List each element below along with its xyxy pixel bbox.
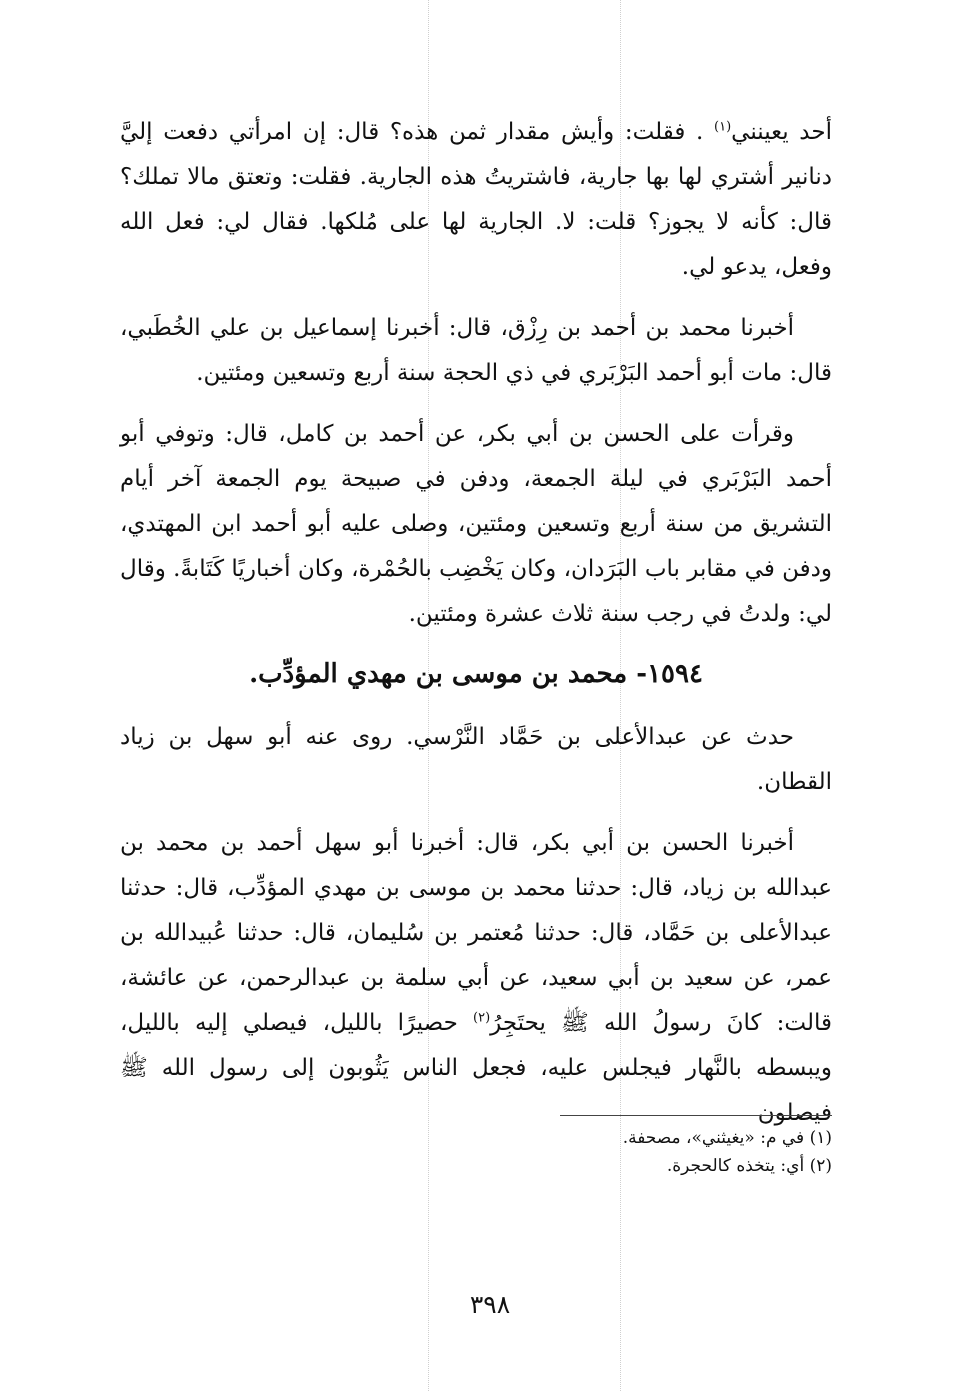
footnote-2: (٢) أي: يتخذه كالحجرة. [666, 1156, 832, 1176]
footnote-divider [560, 1115, 832, 1116]
entry-heading: ١٥٩٤- محمد بن موسى بن مهدي المؤدِّب. [249, 659, 703, 689]
footnote-ref-2: (٢) [473, 1010, 491, 1026]
footnotes [120, 1124, 832, 1180]
footnote-1: (١) في م: «يغيثني»، مصحفة. [622, 1128, 832, 1148]
paragraph-2: أخبرنا محمد بن أحمد بن رِزْق، قال: أخبرنا إسماعيل بن علي الخُطَبي، قال: مات أبو أحمد البَرْبَري في ذي الحجة سنة أربع وتسعين ومئتين. [120, 315, 832, 386]
paragraph-5: أخبرنا الحسن بن أبي بكر، قال: أخبرنا أبو سهل أحمد بن محمد بن عبدالله بن زياد، قال: حدثنا محمد بن موسى بن مهدي المؤدِّب، قال: حدثنا عبدالأعلى بن حَمَّاد، قال: حدثنا مُعتمر بن سُليمان، قال: حدثنا عُبيدالله بن عمر، عن سعيد بن أبي سعيد، عن أبي سلمة بن عبدالرحمن، عن عائشة، قالت: كانَ رسولُ الله ﷺ يحتَجِرُ$^{(٢)}$ حصيرًا بالليل، فيصلي إليه بالليل، ويبسطه بالنَّهار فيجلس عليه، فجعل الناس يَثُوبون إلى رسول الله ﷺ فيصلون [120, 830, 833, 1126]
paragraph-4: حدث عن عبدالأعلى بن حَمَّاد النَّرْسي. روى عنه أبو سهل بن زياد القطان. [120, 724, 832, 795]
main-text [120, 110, 832, 1152]
paragraph-3: وقرأت على الحسن بن أبي بكر، عن أحمد بن كامل، قال: وتوفي أبو أحمد البَرْبَري في ليلة الجمعة، ودفن في صبيحة يوم الجمعة آخر أيام التشريق من سنة أربع وتسعين ومئتين، وصلى عليه أبو أحمد ابن المهتدي، ودفن في مقابر باب البَرَدان، وكان يَخْضِب بالحُمْرة، وكان أخباريًا كَتَابةً. وقال لي: ولدتُ في رجب سنة ثلاث عشرة ومئتين. [120, 421, 832, 627]
footnote-ref-1: (١) [714, 119, 732, 135]
page-number: ٣٩٨ [469, 1290, 511, 1319]
paragraph-1: أحد يعينني$^{(١)}$ . فقلت: وأيش مقدار ثمن هذه؟ قال: إن امرأتي دفعت إليَّ دنانير أشتري لها بها جارية، فاشتريتُ هذه الجارية. فقلت: وتعتق مالا تملك؟ قال: كأنه لا يجوز؟ قلت: لا. الجارية لها على مُلكها. فقال لي: فعل الله وفعل، يدعو لي. [120, 119, 832, 280]
